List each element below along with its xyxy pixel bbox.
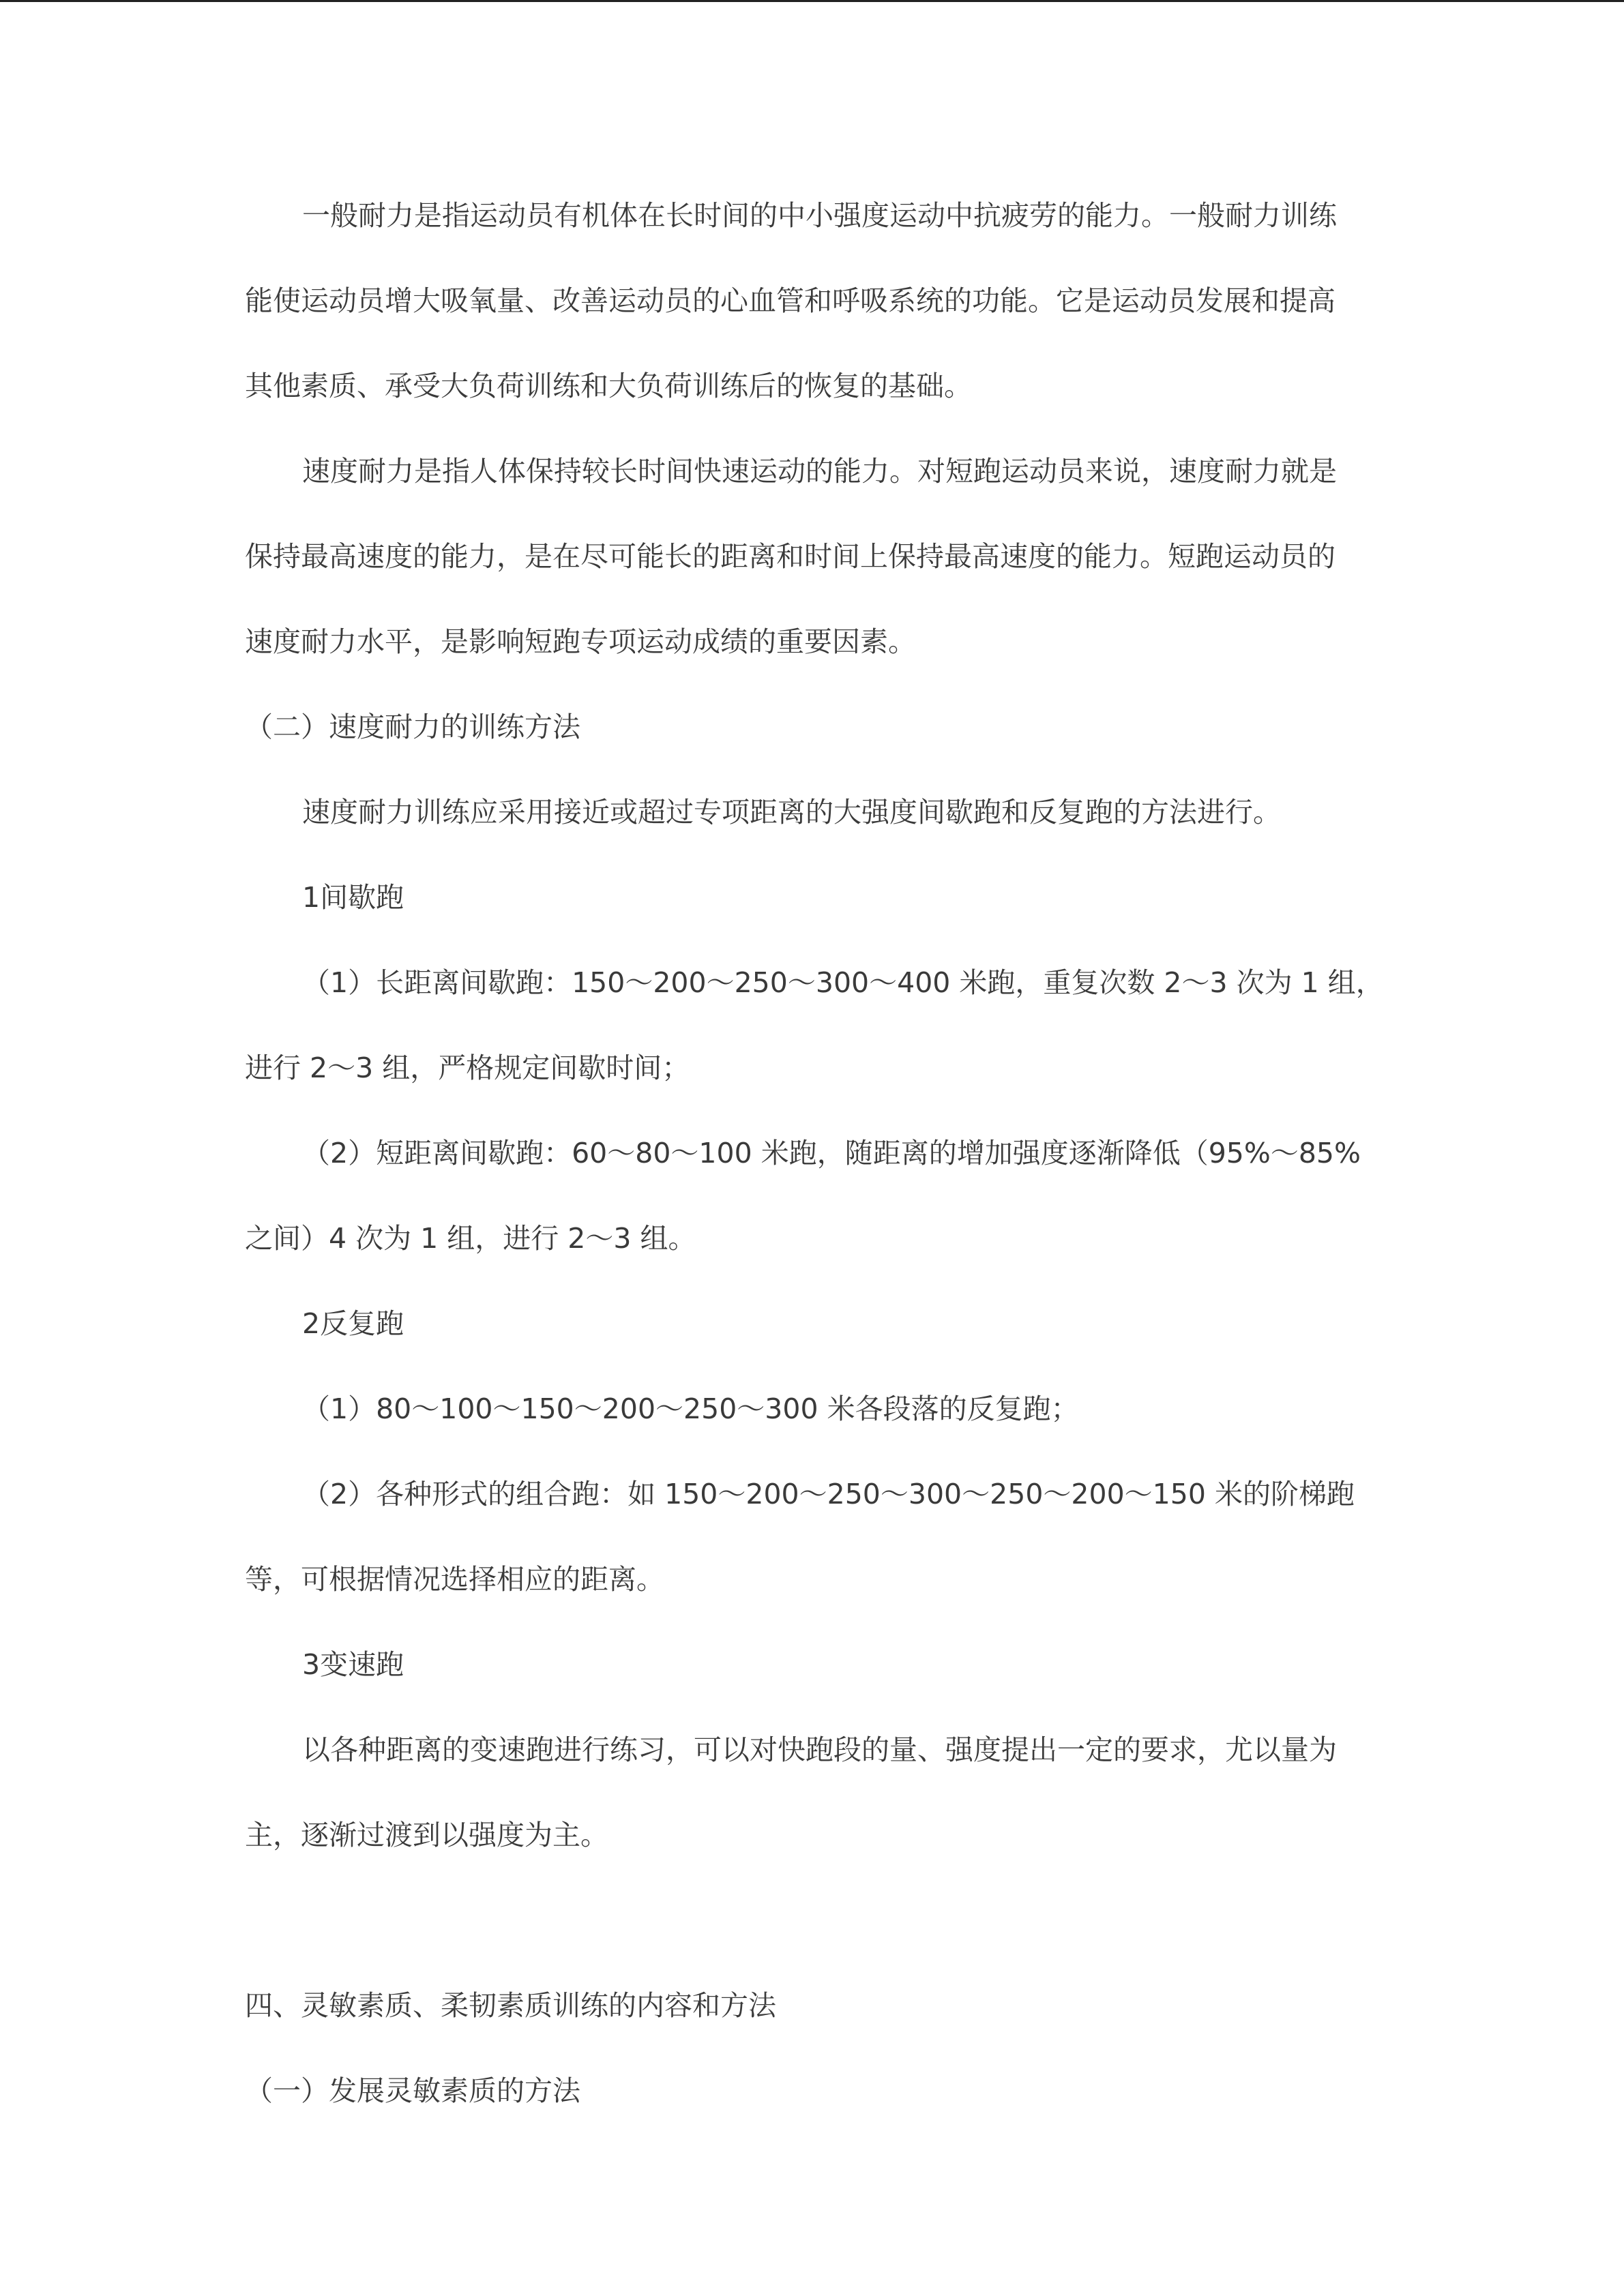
subsection-heading-agility-methods: （一）发展灵敏素质的方法: [245, 2074, 580, 2107]
subheading-variable-speed-running: 3变速跑: [302, 1648, 404, 1681]
list-item-long-interval-line-1: （1）长距离间歇跑：150～200～250～300～400 米跑，重复次数 2～3 次为 1 组，: [302, 966, 1384, 999]
paragraph-methods-intro: 速度耐力训练应采用接近或超过专项距离的大强度间歇跑和反复跑的方法进行。: [302, 796, 1281, 829]
section-heading-agility-flexibility: 四、灵敏素质、柔韧素质训练的内容和方法: [245, 1989, 776, 2022]
paragraph-speed-endurance-line-1: 速度耐力是指人体保持较长时间快速运动的能力。对短跑运动员来说，速度耐力就是: [302, 455, 1337, 488]
list-item-short-interval-line-1: （2）短距离间歇跑：60～80～100 米跑，随距离的增加强度逐渐降低（95%～85%: [302, 1137, 1361, 1169]
subheading-repetition-running: 2反复跑: [302, 1307, 404, 1340]
paragraph-speed-endurance-line-2: 保持最高速度的能力，是在尽可能长的距离和时间上保持最高速度的能力。短跑运动员的: [245, 540, 1335, 573]
paragraph-speed-endurance-line-3: 速度耐力水平，是影响短跑专项运动成绩的重要因素。: [245, 625, 916, 658]
list-item-long-interval-line-2: 进行 2～3 组，严格规定间歇时间；: [245, 1052, 690, 1084]
list-item-short-interval-line-2: 之间）4 次为 1 组，进行 2～3 组。: [245, 1222, 696, 1255]
list-item-combination-run-line-1: （2）各种形式的组合跑：如 150～200～250～300～250～200～150 米的阶梯跑: [302, 1478, 1355, 1510]
list-item-repetition-segments: （1）80～100～150～200～250～300 米各段落的反复跑；: [302, 1392, 1079, 1425]
paragraph-general-endurance-line-1: 一般耐力是指运动员有机体在长时间的中小强度运动中抗疲劳的能力。一般耐力训练: [302, 199, 1337, 232]
subheading-interval-running: 1间歇跑: [302, 881, 404, 914]
section-heading-speed-endurance-methods: （二）速度耐力的训练方法: [245, 711, 580, 743]
paragraph-variable-speed-line-2: 主，逐渐过渡到以强度为主。: [245, 1819, 608, 1851]
paragraph-general-endurance-line-3: 其他素质、承受大负荷训练和大负荷训练后的恢复的基础。: [245, 370, 972, 402]
paragraph-general-endurance-line-2: 能使运动员增大吸氧量、改善运动员的心血管和呼吸系统的功能。它是运动员发展和提高: [245, 284, 1335, 317]
list-item-combination-run-line-2: 等，可根据情况选择相应的距离。: [245, 1563, 664, 1596]
paragraph-variable-speed-line-1: 以各种距离的变速跑进行练习，可以对快跑段的量、强度提出一定的要求，尤以量为: [302, 1733, 1337, 1766]
